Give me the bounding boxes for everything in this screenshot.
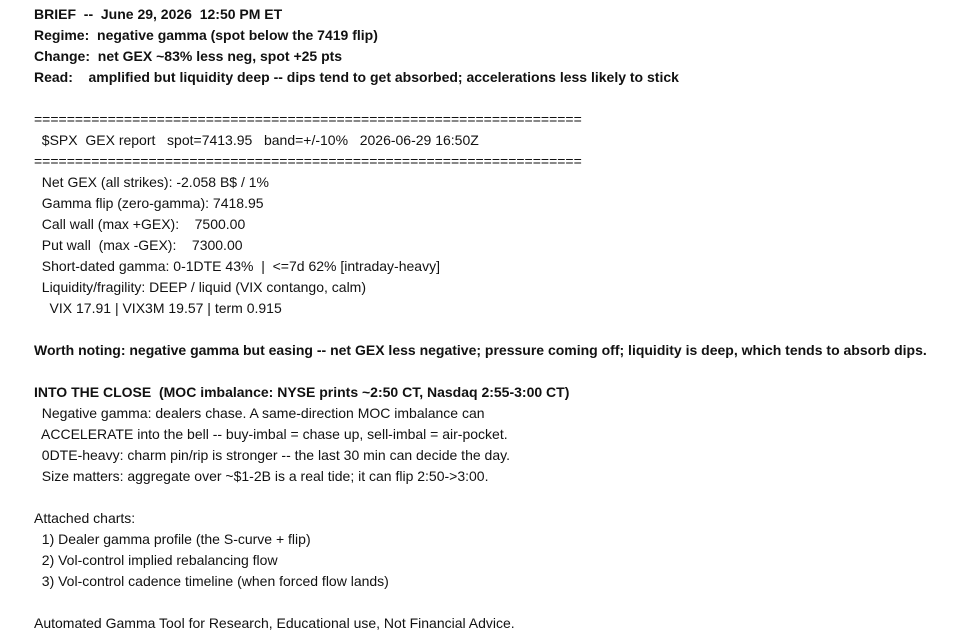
- attached-chart-item: 2) Vol-control implied rebalancing flow: [34, 552, 278, 568]
- spacer: [34, 592, 953, 613]
- disclaimer-footer: Automated Gamma Tool for Research, Educational use, Not Financial Advice.: [34, 615, 515, 631]
- regime-line: Regime: negative gamma (spot below the 7419 flip): [34, 27, 378, 43]
- spacer: [34, 361, 953, 382]
- attached-chart-item: 1) Dealer gamma profile (the S-curve + flip): [34, 531, 311, 547]
- spacer: [34, 487, 953, 508]
- attached-charts-heading: Attached charts:: [34, 510, 136, 526]
- gamma-flip-line: Gamma flip (zero-gamma): 7418.95: [34, 195, 264, 211]
- into-close-line: 0DTE-heavy: charm pin/rip is stronger -- the last 30 min can decide the day.: [34, 447, 510, 463]
- short-dated-gamma-line: Short-dated gamma: 0-1DTE 43% | <=7d 62% [intraday-heavy]: [34, 258, 440, 274]
- into-close-line: ACCELERATE into the bell -- buy-imbal = chase up, sell-imbal = air-pocket.: [34, 426, 508, 442]
- into-close-heading: INTO THE CLOSE (MOC imbalance: NYSE prints ~2:50 CT, Nasdaq 2:55-3:00 CT): [34, 384, 570, 400]
- call-wall-line: Call wall (max +GEX): 7500.00: [34, 216, 246, 232]
- put-wall-line: Put wall (max -GEX): 7300.00: [34, 237, 243, 253]
- brief-header: BRIEF -- June 29, 2026 12:50 PM ET: [34, 6, 283, 22]
- change-line: Change: net GEX ~83% less neg, spot +25 pts: [34, 48, 343, 64]
- worth-noting-line: Worth noting: negative gamma but easing -- net GEX less negative; pressure coming off; liquidity is deep, which tends to absorb dips.: [34, 342, 927, 358]
- report-separator-bottom: ===================================================================: [34, 153, 582, 169]
- spacer: [34, 319, 953, 340]
- report-separator-top: ===================================================================: [34, 111, 582, 127]
- report-title: $SPX GEX report spot=7413.95 band=+/-10% 2026-06-29 16:50Z: [34, 132, 479, 148]
- read-line: Read: amplified but liquidity deep -- dips tend to get absorbed; accelerations less likely to stick: [34, 69, 679, 85]
- into-close-line: Size matters: aggregate over ~$1-2B is a real tide; it can flip 2:50->3:00.: [34, 468, 489, 484]
- net-gex-line: Net GEX (all strikes): -2.058 B$ / 1%: [34, 174, 269, 190]
- liquidity-line: Liquidity/fragility: DEEP / liquid (VIX contango, calm): [34, 279, 367, 295]
- vix-line: VIX 17.91 | VIX3M 19.57 | term 0.915: [34, 300, 282, 316]
- attached-chart-item: 3) Vol-control cadence timeline (when forced flow lands): [34, 573, 389, 589]
- spacer: [34, 88, 953, 109]
- into-close-line: Negative gamma: dealers chase. A same-direction MOC imbalance can: [34, 405, 485, 421]
